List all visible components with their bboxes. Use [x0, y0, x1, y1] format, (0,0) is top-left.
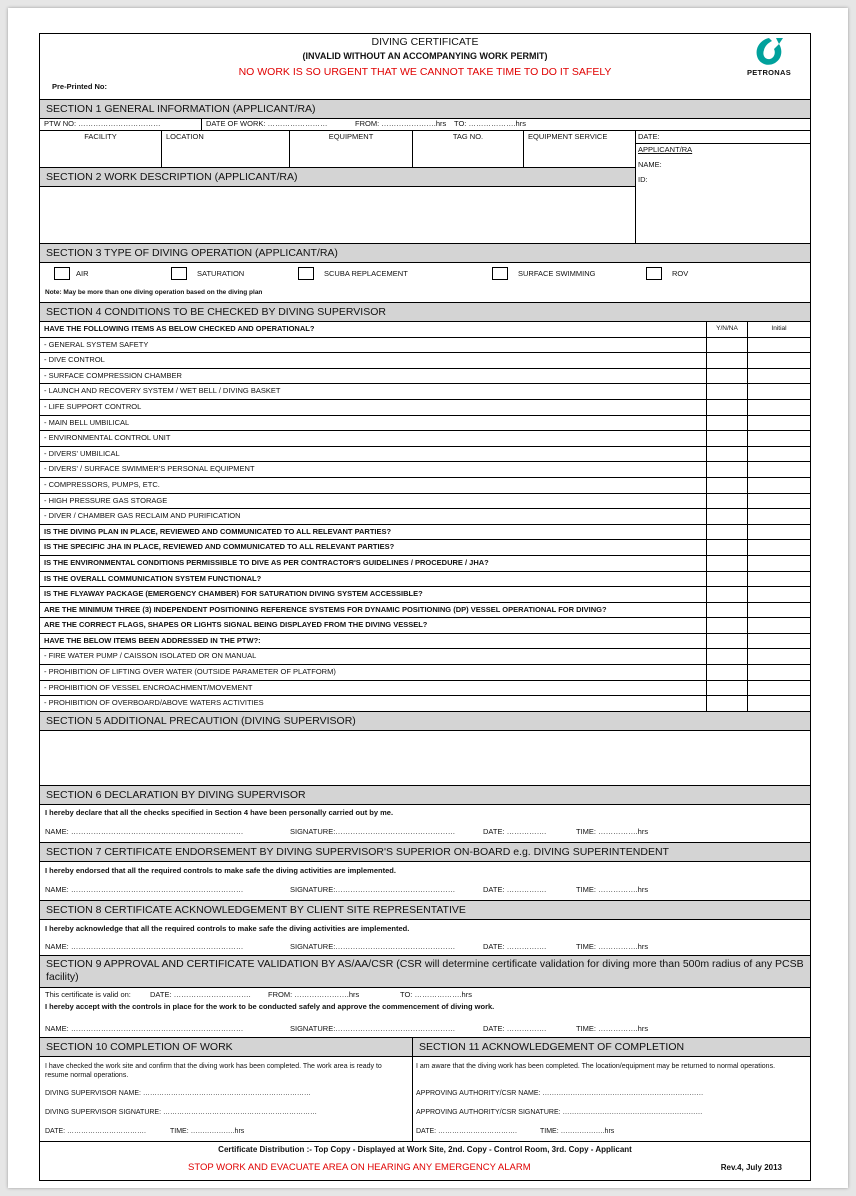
applicant-id-field[interactable]: ID: [638, 175, 648, 184]
valid-date-field[interactable]: DATE: …………………………. [150, 989, 251, 999]
diving-operation-types [40, 263, 810, 303]
acknowledgement-date-field[interactable]: DATE: ……………………………. [416, 1127, 517, 1135]
initial-cell[interactable] [748, 353, 810, 368]
option-scuba[interactable] [298, 267, 408, 280]
initial-cell[interactable] [748, 400, 810, 415]
from-time-label: FROM: ………………….hrs [355, 119, 447, 128]
yn-na-cell[interactable] [707, 681, 748, 696]
yn-na-cell[interactable] [707, 400, 748, 415]
yn-na-cell[interactable] [707, 665, 748, 680]
safety-warning: NO WORK IS SO URGENT THAT WE CANNOT TAKE TIME TO DO IT SAFELY [238, 66, 612, 78]
acknowledgement-text: I hereby acknowledge that all the required controls to make safe the diving activities are implemented. [45, 923, 410, 933]
checklist-item-text: - SURFACE COMPRESSION CHAMBER [40, 369, 707, 384]
checklist-item-text: - HIGH PRESSURE GAS STORAGE [40, 494, 707, 509]
checklist-row [40, 353, 810, 369]
csr-name-field[interactable]: APPROVING AUTHORITY/CSR NAME: …………………………………………………………… [416, 1089, 704, 1097]
yn-na-cell[interactable] [707, 525, 748, 540]
surface-swimming-checkbox[interactable] [492, 267, 508, 280]
petronas-logo [738, 36, 800, 77]
yn-na-cell[interactable] [707, 431, 748, 446]
date-field[interactable]: DATE: ……………. [483, 826, 547, 836]
date-time-field[interactable] [202, 119, 810, 130]
time-field[interactable]: TIME: …………….hrs [576, 826, 649, 836]
section-11-body [413, 1057, 810, 1141]
yn-na-cell[interactable] [707, 416, 748, 431]
initial-cell[interactable] [748, 681, 810, 696]
supervisor-name-field[interactable]: DIVING SUPERVISOR NAME: ……………………………………………………………… [45, 1089, 311, 1097]
additional-precaution-area[interactable] [40, 731, 810, 786]
date-field[interactable]: DATE: ……………. [483, 884, 547, 894]
checklist-item-text: - LAUNCH AND RECOVERY SYSTEM / WET BELL / DIVING BASKET [40, 384, 707, 399]
yn-na-cell[interactable] [707, 540, 748, 555]
diving-certificate-form [39, 33, 811, 1181]
name-field[interactable]: NAME: …………………………………………………………… [45, 826, 244, 836]
section-7-title: SECTION 7 CERTIFICATE ENDORSEMENT BY DIVING SUPERVISOR'S SUPERIOR ON-BOARD e.g. DIVING SUPERINTENDENT [40, 843, 810, 862]
signature-field[interactable]: SIGNATURE:………………………………………… [290, 941, 456, 951]
section-11-title: SECTION 11 ACKNOWLEDGEMENT OF COMPLETION [413, 1038, 810, 1057]
valid-on-label: This certificate is valid on: [45, 989, 131, 999]
endorsement-text: I hereby endorsed that all the required controls to make safe the diving activities are implemented. [45, 865, 396, 875]
yn-na-cell[interactable] [707, 353, 748, 368]
yn-na-cell[interactable] [707, 338, 748, 353]
time-field[interactable]: TIME: …………….hrs [576, 941, 649, 951]
initial-cell[interactable] [748, 540, 810, 555]
option-label: SCUBA REPLACEMENT [324, 269, 408, 278]
form-subtitle: (INVALID WITHOUT AN ACCOMPANYING WORK PERMIT) [302, 51, 548, 61]
equipment-columns [40, 131, 635, 168]
to-time-label: TO: ……………….hrs [454, 119, 526, 128]
checklist-row [40, 525, 810, 541]
ptw-row [40, 119, 810, 131]
logo-text: PETRONAS [746, 68, 792, 77]
section-7-endorsement [40, 862, 810, 901]
emergency-alarm-warning: STOP WORK AND EVACUATE AREA ON HEARING ANY EMERGENCY ALARM [188, 1161, 531, 1173]
distribution-text: Certificate Distribution :- Top Copy - Displayed at Work Site, 2nd. Copy - Control Room, 3rd. Copy - Applicant [218, 1144, 632, 1154]
checklist-row [40, 587, 810, 603]
section-1-title: SECTION 1 GENERAL INFORMATION (APPLICANT/RA) [40, 100, 810, 119]
checklist-item-text: - DIVERS' UMBILICAL [40, 447, 707, 462]
initial-cell[interactable] [748, 665, 810, 680]
checklist-item-text: IS THE DIVING PLAN IN PLACE, REVIEWED AND COMMUNICATED TO ALL RELEVANT PARTIES? [40, 525, 707, 540]
option-label: SATURATION [197, 269, 245, 278]
csr-signature-field[interactable]: APPROVING AUTHORITY/CSR SIGNATURE: …………………………………………………… [416, 1108, 703, 1116]
initial-cell[interactable] [748, 369, 810, 384]
section-6-title: SECTION 6 DECLARATION BY DIVING SUPERVISOR [40, 786, 810, 805]
checklist-item-text: IS THE ENVIRONMENTAL CONDITIONS PERMISSIBLE TO DIVE AS PER CONTRACTOR'S GUIDELINES / PROCEDURE / JHA? [40, 556, 707, 571]
location-field[interactable]: LOCATION [162, 131, 290, 167]
checklist-item-text: - GENERAL SYSTEM SAFETY [40, 338, 707, 353]
checklist-row [40, 556, 810, 572]
initial-cell[interactable] [748, 603, 810, 618]
yn-na-cell[interactable] [707, 696, 748, 711]
time-field[interactable]: TIME: …………….hrs [576, 884, 649, 894]
completion-text: I have checked the work site and confirm that the diving work has been completed. The work area is ready to resume normal operations. [45, 1062, 382, 1079]
acknowledgement-completion-text: I am aware that the diving work has been completed. The location/equipment may be returned to normal operations. [416, 1062, 776, 1070]
checklist-item-text: - COMPRESSORS, PUMPS, ETC. [40, 478, 707, 493]
option-label: ROV [672, 269, 689, 278]
checklist-item-text: - LIFE SUPPORT CONTROL [40, 400, 707, 415]
yn-na-cell[interactable] [707, 369, 748, 384]
yn-na-cell[interactable] [707, 634, 748, 649]
applicant-name-field[interactable]: NAME: [638, 160, 662, 169]
revision-label: Rev.4, July 2013 [720, 1162, 782, 1172]
section-5-title: SECTION 5 ADDITIONAL PRECAUTION (DIVING SUPERVISOR) [40, 712, 810, 731]
initial-cell[interactable] [748, 634, 810, 649]
yn-na-cell[interactable] [707, 447, 748, 462]
checklist-row [40, 478, 810, 494]
checklist-row [40, 416, 810, 432]
section-9-title: SECTION 9 APPROVAL AND CERTIFICATE VALIDATION BY AS/AA/CSR (CSR will determine certificate validation for diving more than 500m radius of any PCSB facility) [40, 956, 810, 988]
option-air[interactable] [54, 267, 89, 280]
signature-field[interactable]: SIGNATURE:………………………………………… [290, 884, 456, 894]
checklist-row [40, 400, 810, 416]
tag-no-field[interactable]: TAG NO. [413, 131, 524, 167]
checklist-row [40, 665, 810, 681]
certificate-page [8, 8, 848, 1188]
initial-cell[interactable] [748, 649, 810, 664]
checklist-header [40, 322, 810, 338]
checklist-row [40, 681, 810, 697]
checklist-item-text: ARE THE MINIMUM THREE (3) INDEPENDENT POSITIONING REFERENCE SYSTEMS FOR DYNAMIC POSITIONING (DP) VESSEL OPERATIONAL FOR DIVING? [40, 603, 707, 618]
section-1-left [40, 131, 635, 243]
name-field[interactable]: NAME: …………………………………………………………… [45, 884, 244, 894]
checklist-row [40, 540, 810, 556]
checklist-question: HAVE THE FOLLOWING ITEMS AS BELOW CHECKED AND OPERATIONAL? [40, 322, 707, 337]
checklist-item-text: - DIVER / CHAMBER GAS RECLAIM AND PURIFICATION [40, 509, 707, 524]
yn-column-header: Y/N/NA [707, 322, 748, 337]
option-saturation[interactable] [171, 267, 244, 280]
pre-printed-number: Pre-Printed No: [52, 82, 108, 91]
petronas-logo-icon [752, 36, 786, 68]
checklist-item-text: - DIVE CONTROL [40, 353, 707, 368]
yn-na-cell[interactable] [707, 384, 748, 399]
yn-na-cell[interactable] [707, 478, 748, 493]
yn-na-cell[interactable] [707, 462, 748, 477]
initial-cell[interactable] [748, 556, 810, 571]
ptw-no-field[interactable]: PTW NO: …………………………… [40, 119, 202, 130]
checklist-row [40, 462, 810, 478]
initial-cell[interactable] [748, 587, 810, 602]
initial-cell[interactable] [748, 509, 810, 524]
initial-cell[interactable] [748, 618, 810, 633]
checklist-item-text: - PROHIBITION OF OVERBOARD/ABOVE WATERS ACTIVITIES [40, 696, 707, 711]
initial-cell[interactable] [748, 525, 810, 540]
checklist-row [40, 369, 810, 385]
equipment-field[interactable]: EQUIPMENT [290, 131, 413, 167]
section-1-body [40, 131, 810, 244]
section-8-acknowledgement [40, 920, 810, 956]
yn-na-cell[interactable] [707, 556, 748, 571]
form-title: DIVING CERTIFICATE [371, 36, 479, 48]
option-surface-swimming[interactable] [492, 267, 596, 280]
date-field[interactable]: DATE: ……………. [483, 941, 547, 951]
section-9-approval [40, 988, 810, 1038]
checklist-item-text: - FIRE WATER PUMP / CAISSON ISOLATED OR ON MANUAL [40, 649, 707, 664]
yn-na-cell[interactable] [707, 494, 748, 509]
initial-column-header: Initial [771, 325, 787, 332]
equipment-service-field[interactable]: EQUIPMENT SERVICE [528, 132, 608, 141]
saturation-checkbox[interactable] [171, 267, 187, 280]
checklist-item-text: - PROHIBITION OF LIFTING OVER WATER (OUTSIDE PARAMETER OF PLATFORM) [40, 665, 707, 680]
yn-na-cell[interactable] [707, 587, 748, 602]
section-2-title: SECTION 2 WORK DESCRIPTION (APPLICANT/RA) [40, 168, 635, 187]
option-label: AIR [76, 269, 89, 278]
checklist-row [40, 618, 810, 634]
time-field[interactable]: TIME: …………….hrs [576, 1023, 649, 1033]
work-description-area[interactable] [40, 187, 635, 243]
section-3-note: Note: May be more than one diving operation based on the diving plan [45, 289, 263, 296]
checklist-item-text: - MAIN BELL UMBILICAL [40, 416, 707, 431]
supervisor-signature-field[interactable]: DIVING SUPERVISOR SIGNATURE: ………………………………………………………… [45, 1108, 317, 1116]
approval-text: I hereby accept with the controls in place for the work to be conducted safely and approve the commencement of diving work. [45, 1001, 495, 1011]
checklist-row [40, 509, 810, 525]
checklist-row [40, 649, 810, 665]
checklist-row [40, 634, 810, 650]
name-field[interactable]: NAME: …………………………………………………………… [45, 1023, 244, 1033]
checklist-item-text: ARE THE CORRECT FLAGS, SHAPES OR LIGHTS SIGNAL BEING DISPLAYED FROM THE DIVING VESSEL? [40, 618, 707, 633]
acknowledgement-time-field[interactable]: TIME: ……………….hrs [540, 1127, 615, 1135]
form-footer [40, 1142, 810, 1180]
initial-cell[interactable] [748, 462, 810, 477]
declaration-text: I hereby declare that all the checks specified in Section 4 have been personally carried out by me. [45, 807, 394, 817]
initial-cell[interactable] [748, 447, 810, 462]
date-of-work-label: DATE OF WORK: …………………… [206, 119, 328, 128]
checklist-item-text: IS THE FLYAWAY PACKAGE (EMERGENCY CHAMBER) FOR SATURATION DIVING SYSTEM ACCESSIBLE? [40, 587, 707, 602]
checklist-rows [40, 338, 810, 712]
checklist-item-text: - PROHIBITION OF VESSEL ENCROACHMENT/MOVEMENT [40, 681, 707, 696]
yn-na-cell[interactable] [707, 509, 748, 524]
checklist-row [40, 603, 810, 619]
option-rov[interactable] [646, 267, 688, 280]
signature-field[interactable]: SIGNATURE:………………………………………… [290, 1023, 456, 1033]
completion-date-field[interactable]: DATE: ……………………………. [45, 1127, 146, 1135]
section-6-declaration [40, 805, 810, 843]
section-10-body [40, 1057, 412, 1141]
scuba-checkbox[interactable] [298, 267, 314, 280]
initial-cell[interactable] [748, 478, 810, 493]
checklist-row [40, 431, 810, 447]
initial-cell[interactable] [748, 416, 810, 431]
applicant-ra-label: APPLICANT/RA [638, 145, 693, 154]
yn-na-cell[interactable] [707, 618, 748, 633]
initial-cell[interactable] [748, 338, 810, 353]
checklist-row [40, 447, 810, 463]
signature-field[interactable]: SIGNATURE:………………………………………… [290, 826, 456, 836]
checklist-row [40, 494, 810, 510]
initial-cell[interactable] [748, 431, 810, 446]
yn-na-cell[interactable] [707, 649, 748, 664]
checklist-item-text: HAVE THE BELOW ITEMS BEEN ADDRESSED IN THE PTW?: [40, 634, 707, 649]
facility-field[interactable]: FACILITY [40, 131, 162, 167]
applicant-side-panel [635, 131, 810, 243]
section-11 [413, 1038, 810, 1141]
yn-na-cell[interactable] [707, 572, 748, 587]
initial-cell[interactable] [748, 494, 810, 509]
checklist-row [40, 696, 810, 712]
air-checkbox[interactable] [54, 267, 70, 280]
completion-time-field[interactable]: TIME: ……………….hrs [170, 1127, 245, 1135]
section-4-title: SECTION 4 CONDITIONS TO BE CHECKED BY DIVING SUPERVISOR [40, 303, 810, 322]
checklist-item-text: - DIVERS' / SURFACE SWIMMER'S PERSONAL EQUIPMENT [40, 462, 707, 477]
form-header [40, 34, 810, 100]
name-field[interactable]: NAME: …………………………………………………………… [45, 941, 244, 951]
rov-checkbox[interactable] [646, 267, 662, 280]
initial-cell[interactable] [748, 572, 810, 587]
yn-na-cell[interactable] [707, 603, 748, 618]
sections-10-11 [40, 1038, 810, 1142]
section-8-title: SECTION 8 CERTIFICATE ACKNOWLEDGEMENT BY CLIENT SITE REPRESENTATIVE [40, 901, 810, 920]
initial-cell[interactable] [748, 696, 810, 711]
checklist-row [40, 572, 810, 588]
valid-from-field[interactable]: FROM: ………………….hrs [268, 989, 360, 999]
initial-cell[interactable] [748, 384, 810, 399]
section-10 [40, 1038, 413, 1141]
applicant-date-field[interactable]: DATE: [636, 131, 810, 144]
checklist-item-text: - ENVIRONMENTAL CONTROL UNIT [40, 431, 707, 446]
section-3-title: SECTION 3 TYPE OF DIVING OPERATION (APPLICANT/RA) [40, 244, 810, 263]
date-field[interactable]: DATE: ……………. [483, 1023, 547, 1033]
checklist-item-text: IS THE OVERALL COMMUNICATION SYSTEM FUNCTIONAL? [40, 572, 707, 587]
valid-to-field[interactable]: TO: ……………….hrs [400, 989, 472, 999]
checklist-row [40, 338, 810, 354]
checklist-item-text: IS THE SPECIFIC JHA IN PLACE, REVIEWED AND COMMUNICATED TO ALL RELEVANT PARTIES? [40, 540, 707, 555]
section-10-title: SECTION 10 COMPLETION OF WORK [40, 1038, 412, 1057]
option-label: SURFACE SWIMMING [518, 269, 596, 278]
checklist-row [40, 384, 810, 400]
